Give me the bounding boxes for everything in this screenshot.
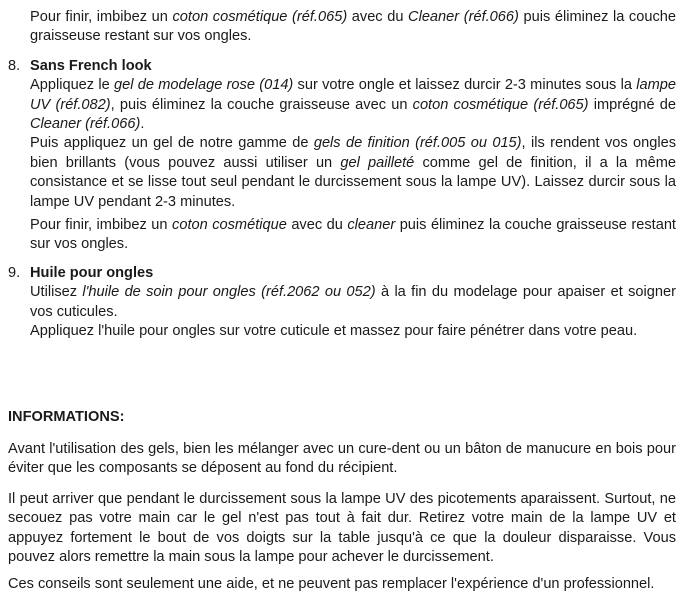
section-9-title: Huile pour ongles xyxy=(30,264,154,281)
section-8-paragraph-1 xyxy=(30,76,676,134)
text-run: , ils rendent vos ongles bien brillants (vous pouvez aussi utiliser un xyxy=(30,135,677,171)
informations-paragraph-3 xyxy=(8,575,676,594)
section-9-paragraph-2 xyxy=(30,322,676,341)
text-run: puis éliminez la couche graisseuse restant sur vos ongles. xyxy=(30,9,676,45)
section-8-number: 8. xyxy=(8,57,21,74)
section-9-number: 9. xyxy=(8,264,21,281)
text-run: coton cosmétique xyxy=(172,217,287,234)
text-run: Puis appliquez un gel de notre gamme de xyxy=(30,135,314,152)
text-run: , puis éliminez la couche graisseuse avec un xyxy=(110,96,413,113)
text-run: Cleaner (réf.066) xyxy=(30,116,141,133)
text-run: cleaner xyxy=(347,217,396,234)
section-8-paragraph-finish xyxy=(30,216,676,255)
section-8-paragraph-2 xyxy=(30,134,676,212)
text-run: Cleaner (réf.066) xyxy=(408,9,519,25)
text-run: gel pailleté xyxy=(340,154,415,171)
text-run: Ces conseils sont seulement une aide, et ne peuvent pas remplacer l'expérience d'un professionnel. xyxy=(8,576,655,593)
text-run: sur votre ongle et laissez durcir 2-3 minutes sous la xyxy=(293,77,637,94)
text-run: l'huile de soin pour ongles (réf.2062 ou 052) xyxy=(82,284,376,301)
text-run: coton cosmétique (réf.065) xyxy=(172,9,348,25)
text-run: imprégné de xyxy=(588,96,677,113)
text-run: Appliquez l'huile pour ongles sur votre cuticule et massez pour faire pénétrer dans votre peau. xyxy=(30,323,638,340)
paragraph-finish-french-look xyxy=(30,8,676,47)
section-9-heading xyxy=(8,264,676,283)
informations-paragraph-1 xyxy=(8,440,676,479)
text-run: à la fin du modelage pour apaiser et soigner vos cuticules. xyxy=(30,284,676,320)
text-run: comme gel de finition, il a la même consistance et se lisse tout seul pendant le durcissement sous la lampe UV). Laissez durcir sous la lampe UV pendant 2-3 minutes. xyxy=(30,154,676,210)
section-8-heading xyxy=(8,57,676,76)
text-run: Utilisez xyxy=(30,284,83,301)
text-run: gel de modelage rose (014) xyxy=(113,77,294,94)
text-run: avec du xyxy=(286,217,348,234)
text-run: gels de finition (réf.005 ou 015) xyxy=(313,135,522,152)
text-run: lampe UV (réf.082) xyxy=(30,77,676,113)
text-run: puis éliminez la couche graisseuse restant sur vos ongles. xyxy=(30,217,676,253)
section-8-title: Sans French look xyxy=(30,57,152,74)
text-run: Il peut arriver que pendant le durcissement sous la lampe UV des picotements aparaissent. Surtout, ne secouez pas votre main car le gel n'est pas tout à fait dur. Retirez votre main de la lampe UV et appuyez fortement le bout de vos doigts sur la table jusqu'à ce que la douleur disparaisse. Vous pouvez alors remettre la main sous la lampe pour achever le durcissement. xyxy=(8,490,676,565)
text-run: Appliquez le xyxy=(30,77,114,94)
text-run: . xyxy=(140,116,145,133)
text-run: avec du xyxy=(347,9,409,25)
text-run: Avant l'utilisation des gels, bien les mélanger avec un cure-dent ou un bâton de manucure en bois pour éviter que les composants se déposent au fond du récipient. xyxy=(8,440,676,477)
text-run: Pour finir, imbibez un xyxy=(30,217,173,234)
text-run: coton cosmétique (réf.065) xyxy=(412,96,589,113)
informations-paragraph-2 xyxy=(8,490,676,568)
informations-heading: INFORMATIONS: xyxy=(8,408,125,425)
section-9-paragraph-1 xyxy=(30,283,676,322)
text-run: Pour finir, imbibez un xyxy=(30,9,173,25)
